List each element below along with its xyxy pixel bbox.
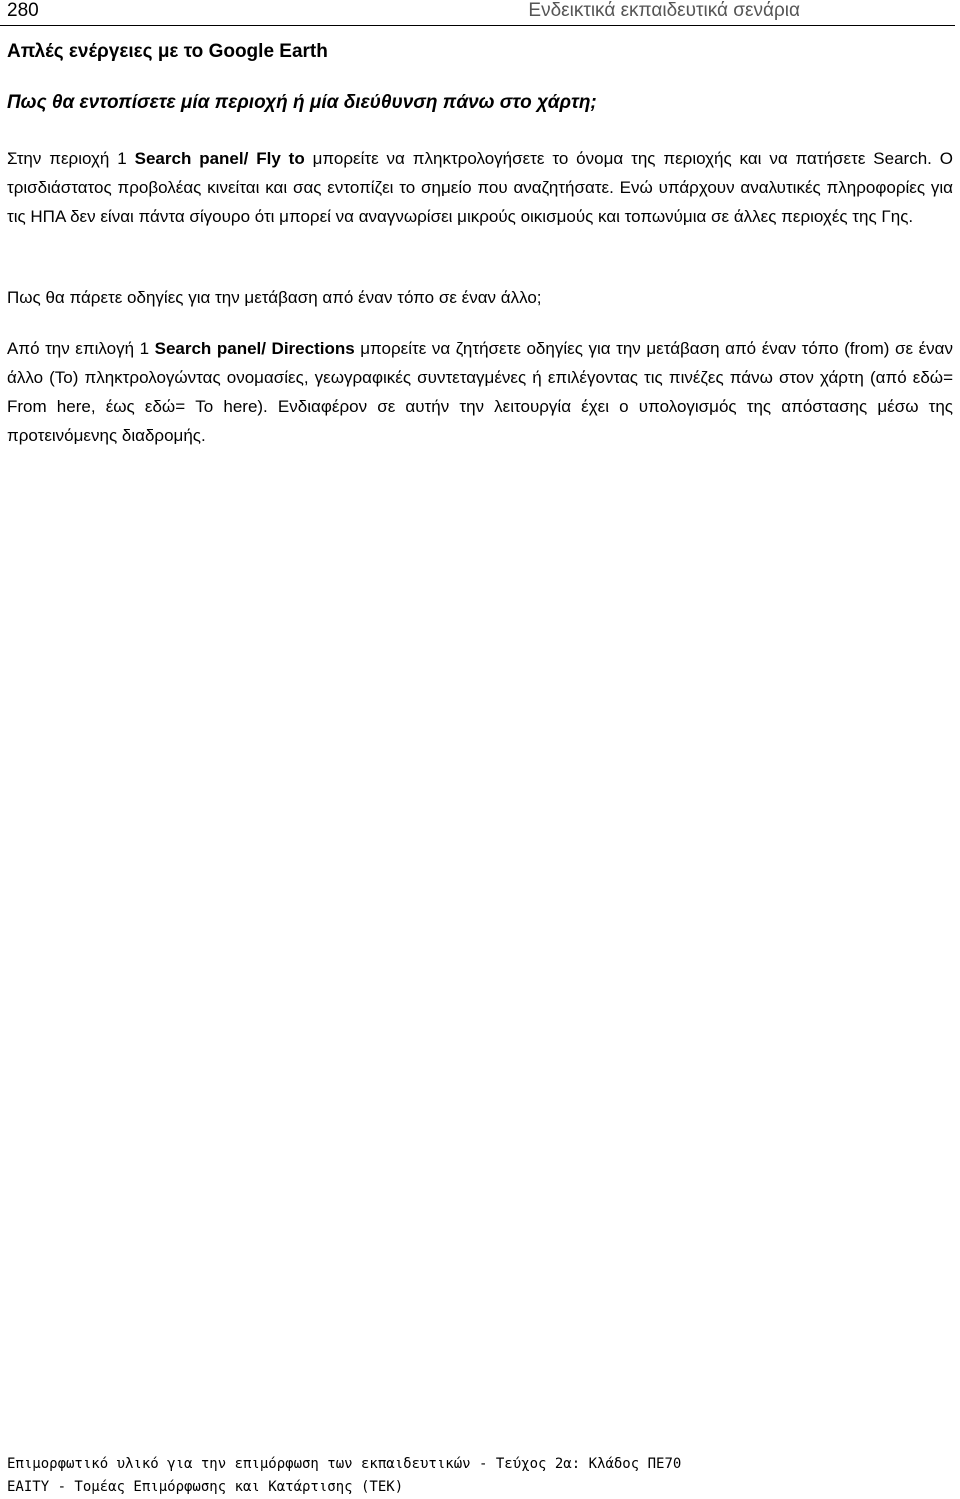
page-number: 280 (7, 0, 39, 21)
footer-line-organization: ΕΑΙΤΥ - Τομέας Επιμόρφωσης και Κατάρτισης (ΤΕΚ) (7, 1479, 404, 1495)
paragraph-text: μπορείτε να πληκτρολογήσετε το όνομα της περιοχής και να πατήσετε Search. Ο τρισδιάστατος προβολέας κινείται και σας εντοπίζει το σημείο που αναζητήσατε. Ενώ υπάρχουν αναλυτικές πληροφορίες για τις ΗΠΑ δεν είναι πάντα σίγουρο ότι μπορεί να αναγνωρίσει μικρούς οικισμούς και τοπωνύμια σε άλλες περιοχές της Γης. (7, 149, 953, 226)
paragraph-text: Στην περιοχή 1 (7, 149, 135, 168)
paragraph-search-directions (7, 334, 953, 450)
page-footer (7, 1453, 681, 1499)
paragraph-text: μπορείτε να ζητήσετε οδηγίες για την μετάβαση από έναν τόπο (from) σε έναν άλλο (To) πληκτρολογώντας ονομασίες, γεωγραφικές συντεταγμένες ή επιλέγοντας τις πινέζες πάνω στον χάρτη (από εδώ= From here, έως εδώ= To here). Ενδιαφέρον σε αυτήν την λειτουργία έχει ο υπολογισμός της απόστασης μέσω της προτεινόμενης διαδρομής. (7, 339, 953, 445)
menu-path-fly-to: Search panel/ Fly to (134, 149, 305, 168)
page-header (0, 0, 955, 26)
menu-path-directions: Search panel/ Directions (154, 339, 355, 358)
footer-line-material: Επιμορφωτικό υλικό για την επιμόρφωση των εκπαιδευτικών - Τεύχος 2α: Κλάδος ΠΕ70 (7, 1456, 682, 1472)
question-title-locate: Πως θα εντοπίσετε μία περιοχή ή μία διεύθυνση πάνω στο χάρτη; (7, 92, 597, 113)
paragraph-search-fly-to (7, 144, 953, 231)
running-title: Ενδεικτικά εκπαιδευτικά σενάρια (528, 0, 800, 21)
section-title: Απλές ενέργειες με το Google Earth (7, 41, 328, 62)
paragraph-text: Από την επιλογή 1 (7, 339, 155, 358)
question-directions: Πως θα πάρετε οδηγίες για την μετάβαση από έναν τόπο σε έναν άλλο; (7, 288, 542, 307)
